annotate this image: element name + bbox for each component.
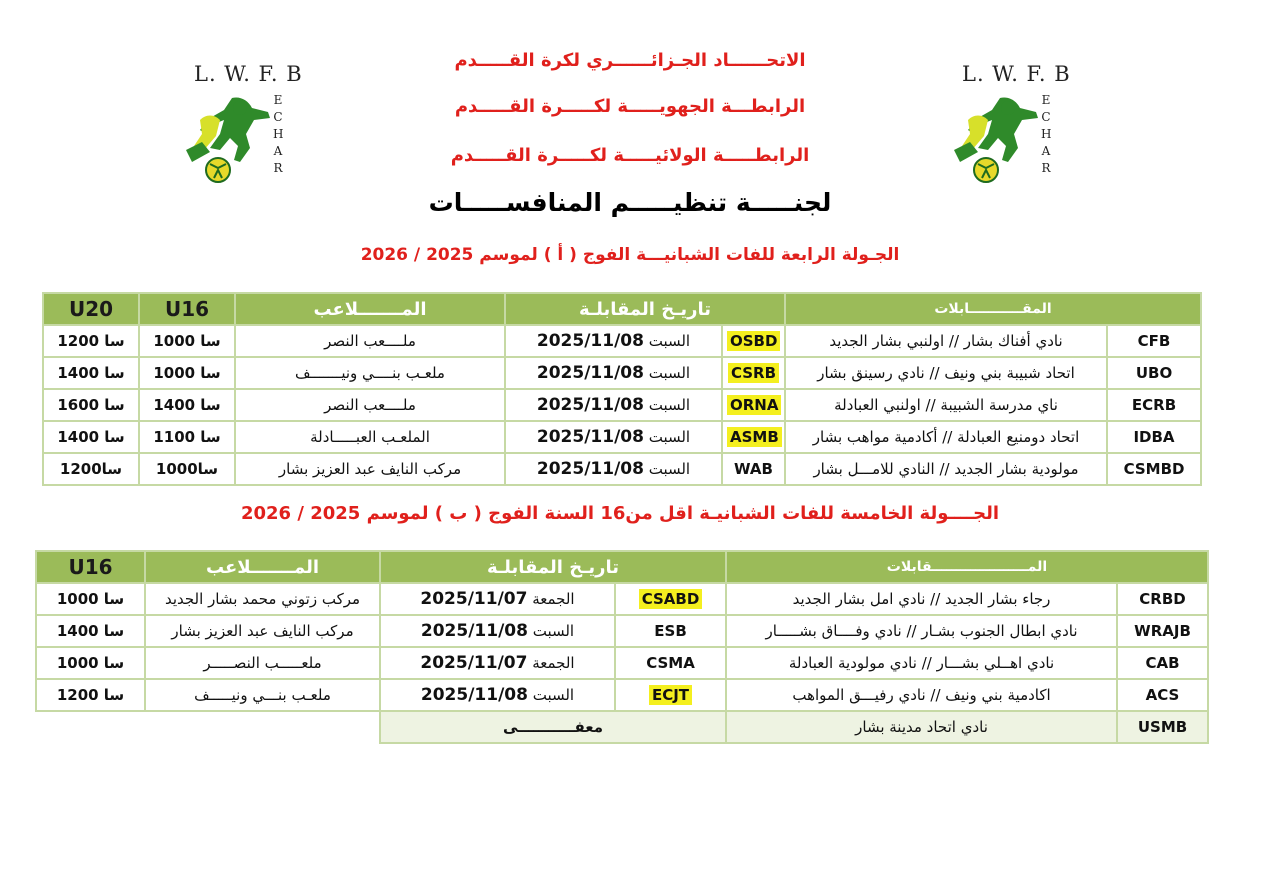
regional-league-name: الرابطـــة الجهويـــــة لكـــــرة القـــــدم <box>454 96 806 117</box>
referee-club-code: CSMA <box>646 654 695 672</box>
round1-table <box>42 292 1202 486</box>
u20-time: 16سا 00 <box>43 389 139 421</box>
header-u20: U20 <box>43 293 139 325</box>
logo-right <box>948 62 1071 192</box>
logo-text: L. W. F. B <box>962 62 1071 86</box>
federation-name: الاتحــــــاد الجـزائــــــري لكرة القـــــدم <box>454 50 806 71</box>
match-date: 2025/11/08 السبت <box>505 421 722 453</box>
table-row <box>36 647 1208 679</box>
table-row <box>36 583 1208 615</box>
u16-time: 14سا 00 <box>139 389 235 421</box>
home-club-code: CFB <box>1107 325 1201 357</box>
stadium: الملعـب العبـــــادلة <box>235 421 505 453</box>
u20-time: 12سا 00 <box>43 325 139 357</box>
header-u16: U16 <box>139 293 235 325</box>
stadium: ملعـب بنــــي ونيـــــــف <box>235 357 505 389</box>
table-header-row <box>36 551 1208 583</box>
referee-club-code: WAB <box>734 460 773 478</box>
u16-time: 10سا 00 <box>139 357 235 389</box>
referee-club-code: ECJT <box>649 685 692 705</box>
home-club-code: CRBD <box>1117 583 1208 615</box>
u16-time: 10سا 00 <box>36 647 145 679</box>
wilaya-league-name: الرابطـــــة الولائيـــــة لكـــــرة القـــــدم <box>450 145 810 166</box>
home-club-code: ACS <box>1117 679 1208 711</box>
match-date: 2025/11/07 الجمعة <box>380 583 615 615</box>
table-row <box>43 421 1201 453</box>
match-fixture: اكادمية بني ونيف // نادي رفيـــق المواهب <box>726 679 1117 711</box>
committee-title: لجنـــــة تنظيـــــم المنافســـــات <box>428 188 832 217</box>
referee-club-code: CSABD <box>639 589 703 609</box>
u16-time: 10سا00 <box>139 453 235 485</box>
bye-label: معفـــــــــــى <box>380 711 726 743</box>
round1-title: الجـولة الرابعة للفات الشبانيـــة الفوج ( أ ) لموسم 2025 / 2026 <box>360 245 900 265</box>
home-club-code: CAB <box>1117 647 1208 679</box>
stadium: مركب النايف عبد العزيز بشار <box>145 615 380 647</box>
header-matches: المقـــــــــــابلات <box>785 293 1201 325</box>
round2-title: الجــــولة الخامسة للفات الشبانيـة اقل من16 السنة الفوج ( ب ) لموسم 2025 / 2026 <box>240 503 1000 524</box>
home-club-code: UBO <box>1107 357 1201 389</box>
table-row <box>36 679 1208 711</box>
referee-club-code: ORNA <box>727 395 781 415</box>
u20-time: 12سا00 <box>43 453 139 485</box>
header-stadiums: المـــــــلاعب <box>145 551 380 583</box>
u16-time: 11سا 00 <box>139 421 235 453</box>
stadium: مركب النايف عبد العزيز بشار <box>235 453 505 485</box>
referee-club-code: ESB <box>654 622 687 640</box>
match-date: 2025/11/08 السبت <box>505 325 722 357</box>
logo-left <box>180 62 303 192</box>
u16-time: 10سا 00 <box>36 583 145 615</box>
match-fixture: اتحاد شبيبة بني ونيف // نادي رسينق بشار <box>785 357 1107 389</box>
home-club-code: IDBA <box>1107 421 1201 453</box>
logo-vertical-text: E C H A R <box>273 93 284 175</box>
match-date: 2025/11/08 السبت <box>380 679 615 711</box>
bye-club-code: USMB <box>1117 711 1208 743</box>
match-fixture: نادي أفناك بشار // اولنبي بشار الجديد <box>785 325 1107 357</box>
table-row <box>43 357 1201 389</box>
referee-club-code: CSRB <box>728 363 779 383</box>
match-date: 2025/11/08 السبت <box>505 453 722 485</box>
round2-table <box>35 550 1209 744</box>
match-fixture: نادي ابطال الجنوب بشـار // نادي وفــــاق بشـــــار <box>726 615 1117 647</box>
table-header-row <box>43 293 1201 325</box>
header-matches: المــــــــــــــــــــقابلات <box>726 551 1208 583</box>
match-date: 2025/11/07 الجمعة <box>380 647 615 679</box>
referee-club-code: OSBD <box>727 331 780 351</box>
stadium: مركب زتوني محمد بشار الجديد <box>145 583 380 615</box>
u16-time: 10سا 00 <box>139 325 235 357</box>
table-row <box>43 389 1201 421</box>
u16-time: 12سا 00 <box>36 679 145 711</box>
home-club-code: ECRB <box>1107 389 1201 421</box>
bye-row <box>36 711 1208 743</box>
table-row <box>43 453 1201 485</box>
match-fixture: مولودية بشار الجديد // النادي للامـــل بشار <box>785 453 1107 485</box>
stadium: ملعـــــب النصـــــر <box>145 647 380 679</box>
header-stadiums: المـــــــلاعب <box>235 293 505 325</box>
match-date: 2025/11/08 السبت <box>380 615 615 647</box>
home-club-code: CSMBD <box>1107 453 1201 485</box>
match-date: 2025/11/08 السبت <box>505 389 722 421</box>
match-fixture: رجاء بشار الجديد // نادي امل بشار الجديد <box>726 583 1117 615</box>
stadium: ملــــعب النصر <box>235 389 505 421</box>
logo-text: L. W. F. B <box>194 62 303 86</box>
referee-club-code: ASMB <box>727 427 782 447</box>
table-row <box>36 615 1208 647</box>
bye-club: نادي اتحاد مدينة بشار <box>726 711 1117 743</box>
u16-time: 14سا 00 <box>36 615 145 647</box>
table-row <box>43 325 1201 357</box>
stadium: ملعـب بنـــي ونيـــــف <box>145 679 380 711</box>
footballer-logo-icon <box>180 90 275 185</box>
stadium: ملــــعب النصر <box>235 325 505 357</box>
header-date: تاريـخ المقابلـة <box>380 551 726 583</box>
logo-vertical-text: E C H A R <box>1041 93 1052 175</box>
home-club-code: WRAJB <box>1117 615 1208 647</box>
header-u16: U16 <box>36 551 145 583</box>
u20-time: 14سا 00 <box>43 357 139 389</box>
match-fixture: ناي مدرسة الشبيبة // اولنبي العبادلة <box>785 389 1107 421</box>
match-date: 2025/11/08 السبت <box>505 357 722 389</box>
header-date: تاريـخ المقابلـة <box>505 293 785 325</box>
footballer-logo-icon <box>948 90 1043 185</box>
match-fixture: نادي اهــلي بشـــار // نادي مولودية العبادلة <box>726 647 1117 679</box>
match-fixture: اتحاد دومنيع العبادلة // أكادمية مواهب بشار <box>785 421 1107 453</box>
u20-time: 14سا 00 <box>43 421 139 453</box>
